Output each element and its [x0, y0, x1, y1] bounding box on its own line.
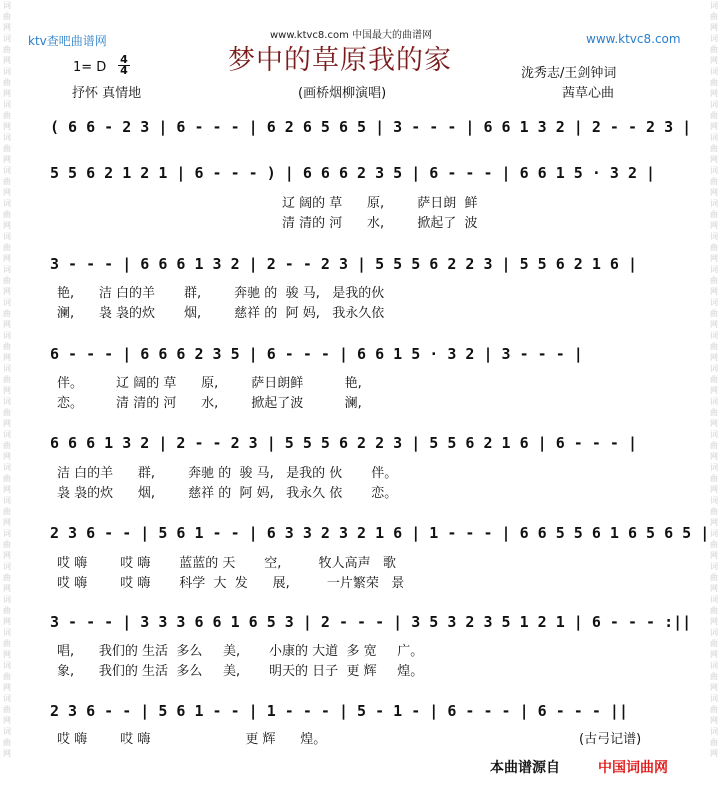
key-signature: 1= D — [73, 60, 107, 75]
transcriber-credit: (古弓记谱) — [579, 732, 642, 747]
score-row-6: 2 3 6 - - | 5 6 1 - - | 6 3 3 2 3 2 1 6 | 1 - - - | 6 6 5 5 6 1 6 5 6 5 | — [50, 524, 710, 542]
footer-source-site[interactable]: 中国词曲网 — [598, 760, 668, 776]
lyric-row-7-verse-2: 象, 我们的 生活 多么 美, 明天的 日子 更 辉 煌。 — [57, 664, 424, 679]
lyric-row-6-verse-2: 哎 嗨 哎 嗨 科学 大 发 展, 一片繁荣 景 — [57, 576, 405, 591]
header-center-site[interactable]: www.ktvc8.com 中国最大的曲谱网 — [270, 30, 433, 41]
score-row-4: 6 - - - | 6 6 6 2 3 5 | 6 - - - | 6 6 1 5 · 3 2 | 3 - - - | — [50, 345, 583, 363]
lyric-row-2-verse-1: 辽 阔的 草 原, 萨日朗 鲜 — [282, 196, 478, 211]
score-row-1: ( 6 6 - 2 3 | 6 - - - | 6 2 6 5 6 5 | 3 - - - | 6 6 1 3 2 | 2 - - 2 3 | — [50, 118, 692, 136]
score-row-8: 2 3 6 - - | 5 6 1 - - | 1 - - - | 5 - 1 - | 6 - - - | 6 - - - || — [50, 702, 628, 720]
time-signature — [118, 55, 130, 76]
footer-source-label: 本曲谱源自 — [490, 760, 560, 776]
time-signature-top: 4 — [120, 53, 128, 66]
lyric-row-8-verse-1: 哎 嗨 哎 嗨 更 辉 煌。 — [57, 732, 327, 747]
header-left-site[interactable]: ktv查吧曲谱网 — [28, 34, 107, 48]
score-row-5: 6 6 6 1 3 2 | 2 - - 2 3 | 5 5 5 6 2 2 3 | 5 5 6 2 1 6 | 6 - - - | — [50, 434, 637, 452]
side-watermark-right: 词曲网词曲网词曲网词曲网词曲网词曲网词曲网词曲网词曲网词曲网词曲网词曲网词曲网词曲网词曲网词曲网词曲网词曲网词曲网词曲网词曲网词曲网词曲网 — [710, 1, 718, 758]
lyricist-credit: 泷秀志/王剑钟词 — [521, 66, 617, 81]
composer-credit: 茜草心曲 — [562, 86, 615, 101]
performer: (画桥烟柳演唱) — [298, 86, 387, 101]
lyric-row-5-verse-2: 袅 袅的炊 烟, 慈祥 的 阿 妈, 我永久 依 恋。 — [57, 486, 398, 501]
lyric-row-2-verse-2: 清 清的 河 水, 掀起了 波 — [282, 216, 478, 231]
score-row-2: 5 5 6 2 1 2 1 | 6 - - - ) | 6 6 6 2 3 5 | 6 - - - | 6 6 1 5 · 3 2 | — [50, 164, 656, 182]
time-signature-bottom: 4 — [118, 65, 130, 76]
lyric-row-4-verse-2: 恋。 清 清的 河 水, 掀起了波 澜, — [57, 396, 362, 411]
lyric-row-5-verse-1: 洁 白的羊 群, 奔驰 的 骏 马, 是我的 伙 伴。 — [57, 466, 398, 481]
lyric-row-6-verse-1: 哎 嗨 哎 嗨 蓝蓝的 天 空, 牧人高声 歌 — [57, 556, 397, 571]
score-row-7: 3 - - - | 3 3 3 6 6 1 6 5 3 | 2 - - - | 3 5 3 2 3 5 1 2 1 | 6 - - - :|| — [50, 613, 692, 631]
mood-marking: 抒怀 真情地 — [72, 86, 142, 101]
side-watermark-left: 词曲网词曲网词曲网词曲网词曲网词曲网词曲网词曲网词曲网词曲网词曲网词曲网词曲网词曲网词曲网词曲网词曲网词曲网词曲网词曲网词曲网词曲网词曲网 — [3, 1, 11, 758]
header-right-site[interactable]: www.ktvc8.com — [586, 32, 681, 46]
lyric-row-3-verse-1: 艳, 洁 白的羊 群, 奔驰 的 骏 马, 是我的伙 — [57, 286, 385, 301]
song-title: 梦中的草原我的家 — [228, 45, 452, 76]
lyric-row-7-verse-1: 唱, 我们的 生活 多么 美, 小康的 大道 多 宽 广。 — [57, 644, 424, 659]
lyric-row-3-verse-2: 澜, 袅 袅的炊 烟, 慈祥 的 阿 妈, 我永久依 — [57, 306, 385, 321]
score-row-3: 3 - - - | 6 6 6 1 3 2 | 2 - - 2 3 | 5 5 5 6 2 2 3 | 5 5 6 2 1 6 | — [50, 255, 637, 273]
lyric-row-4-verse-1: 伴。 辽 阔的 草 原, 萨日朗鲜 艳, — [57, 376, 362, 391]
